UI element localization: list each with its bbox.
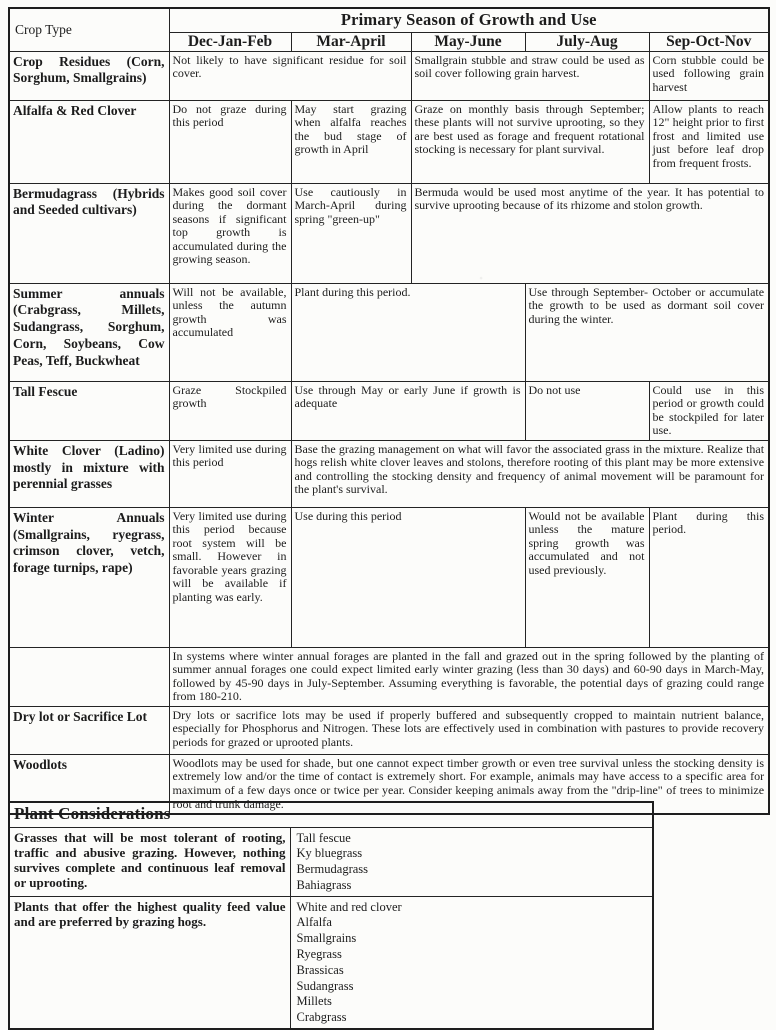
table-row-winter-annuals [9,507,769,647]
season-cell: Very limited use during this period because root system will be small. However in favorable years grazing will be available if planting was early. [169,507,291,647]
crop-type-header: Crop Type [9,8,169,51]
crop-type-cell: Dry lot or Sacrifice Lot [9,706,169,754]
plant-item: Crabgrass [296,1010,347,1025]
table-row-bermudagrass [9,183,769,283]
crop-type-cell: Winter Annuals (Smallgrains, ryegrass, crimson clover, vetch, forage turnips, rape) [9,507,169,647]
table-row-quality-feed-plants [9,896,653,1029]
season-cell: Woodlots may be used for shade, but one cannot expect timber growth or even tree survival unless the stocking density is extremely low and/or the time of contact is extremely short. For example, animals may have access to a specific area for maximum of a few days once or twice per year. Consider keeping animals away from the "drip-line" of trees to minimize root and trunk damage. [169,754,769,814]
plant-item: Smallgrains [296,931,357,946]
column-header-july-aug: July-Aug [525,32,649,51]
table-row-crop-residues [9,51,769,100]
season-cell: Will not be available, unless the autumn growth was accumulated [169,283,291,381]
season-cell: Allow plants to reach 12" height prior to first frost and limited use just before leaf drop from frequent frosts. [649,100,769,183]
plant-item: Millets [296,994,332,1009]
season-cell: Very limited use during this period [169,440,291,507]
plant-considerations-header-row [9,802,653,827]
column-header-dec-jan-feb: Dec-Jan-Feb [169,32,291,51]
table-header-row-group [9,8,769,32]
table-row-summer-annuals [9,283,769,381]
season-cell: Use cautiously in March-April during spring "green-up" [291,183,411,283]
table-row-grazing-systems-note [9,647,769,706]
table-row-tall-fescue [9,381,769,440]
crop-type-cell: Crop Residues (Corn, Sorghum, Smallgrains) [9,51,169,100]
crop-type-cell: Alfalfa & Red Clover [9,100,169,183]
season-cell: Base the grazing management on what will favor the associated grass in the mixture. Realize that hogs relish white clover leaves and stolons, therefore rooting of this plant may be more extensive and controlling the stocking density and frequency of animal movement will be paramount for the plant's survival. [291,440,769,507]
plant-list [290,896,653,1029]
plant-item: Brassicas [296,962,344,977]
season-cell: Plant during this period. [649,507,769,647]
crop-type-cell: Bermudagrass (Hybrids and Seeded cultivars) [9,183,169,283]
plant-item: Alfalfa [296,915,332,930]
consideration-description: Plants that offer the highest quality feed value and are preferred by grazing hogs. [9,896,290,1029]
table-row-white-clover [9,440,769,507]
season-cell: Dry lots or sacrifice lots may be used if properly buffered and subsequently cropped to maintain nutrient balance, especially for Phosphorus and Nitrogen. These lots are effectively used in combination with pastures to provide recovery periods for grazed or uprooted plants. [169,706,769,754]
season-cell: Would not be available unless the mature spring growth was accumulated and not used previously. [525,507,649,647]
season-cell: Use through May or early June if growth is adequate [291,381,525,440]
crop-type-cell-empty [9,647,169,706]
season-cell: May start grazing when alfalfa reaches the bud stage of growth in April [291,100,411,183]
season-cell: Graze on monthly basis through September; these plants will not survive uprooting, so they are best used as forage and frequent rotational stocking is necessary for plant survival. [411,100,649,183]
crop-season-table [8,7,770,815]
column-header-sep-oct-nov: Sep-Oct-Nov [649,32,769,51]
plant-item: White and red clover [296,899,402,914]
plant-item: Ryegrass [296,947,342,962]
crop-type-cell: Woodlots [9,754,169,814]
crop-type-cell: Summer annuals (Crabgrass, Millets, Sudangrass, Sorghum, Corn, Soybeans, Cow Peas, Teff, Buckwheat [9,283,169,381]
plant-considerations-table [8,801,654,1030]
season-cell: Use through September- October or accumulate the growth to be used as dormant soil cover during the winter. [525,283,769,381]
season-cell: In systems where winter annual forages are planted in the fall and grazed out in the spring followed by the planting of summer annual forages one could expect limited early winter grazing (less than 30 days) and 60-90 days in March-May, followed by 45-90 days in July-September. Assuming everything is favorable, the potential days of grazing could range from 180-210. [169,647,769,706]
season-cell: Corn stubble could be used following grain harvest [649,51,769,100]
plant-item: Tall fescue [296,830,351,845]
season-cell: Graze Stockpiled growth [169,381,291,440]
season-cell: Do not use [525,381,649,440]
plant-item: Bahiagrass [296,877,352,892]
plant-considerations-title: Plant Considerations [9,802,653,827]
plant-item: Bermudagrass [296,862,369,877]
season-cell: Not likely to have significant residue for soil cover. [169,51,411,100]
table-row-dry-lot [9,706,769,754]
plant-item: Ky bluegrass [296,846,363,861]
season-group-header: Primary Season of Growth and Use [169,8,769,32]
season-cell: Do not graze during this period [169,100,291,183]
crop-type-cell: White Clover (Ladino) mostly in mixture with perennial grasses [9,440,169,507]
plant-item: Sudangrass [296,978,354,993]
season-cell: Smallgrain stubble and straw could be used as soil cover following grain harvest. [411,51,649,100]
table-row-tolerant-grasses [9,827,653,896]
consideration-description: Grasses that will be most tolerant of rooting, traffic and abusive grazing. However, nothing survives complete and continuous leaf removal or uprooting. [9,827,290,896]
table-row-alfalfa-red-clover [9,100,769,183]
season-cell: Plant during this period. [291,283,525,381]
plant-list [290,827,653,896]
column-header-may-june: May-June [411,32,525,51]
column-header-mar-april: Mar-April [291,32,411,51]
season-cell: Use during this period [291,507,525,647]
season-cell: Makes good soil cover during the dormant seasons if significant top growth is accumulated during the growing season. [169,183,291,283]
season-cell: Bermuda would be used most anytime of the year. It has potential to survive uprooting because of its rhizome and stolon growth. [411,183,769,283]
crop-type-cell: Tall Fescue [9,381,169,440]
season-cell: Could use in this period or growth could be stockpiled for later use. [649,381,769,440]
